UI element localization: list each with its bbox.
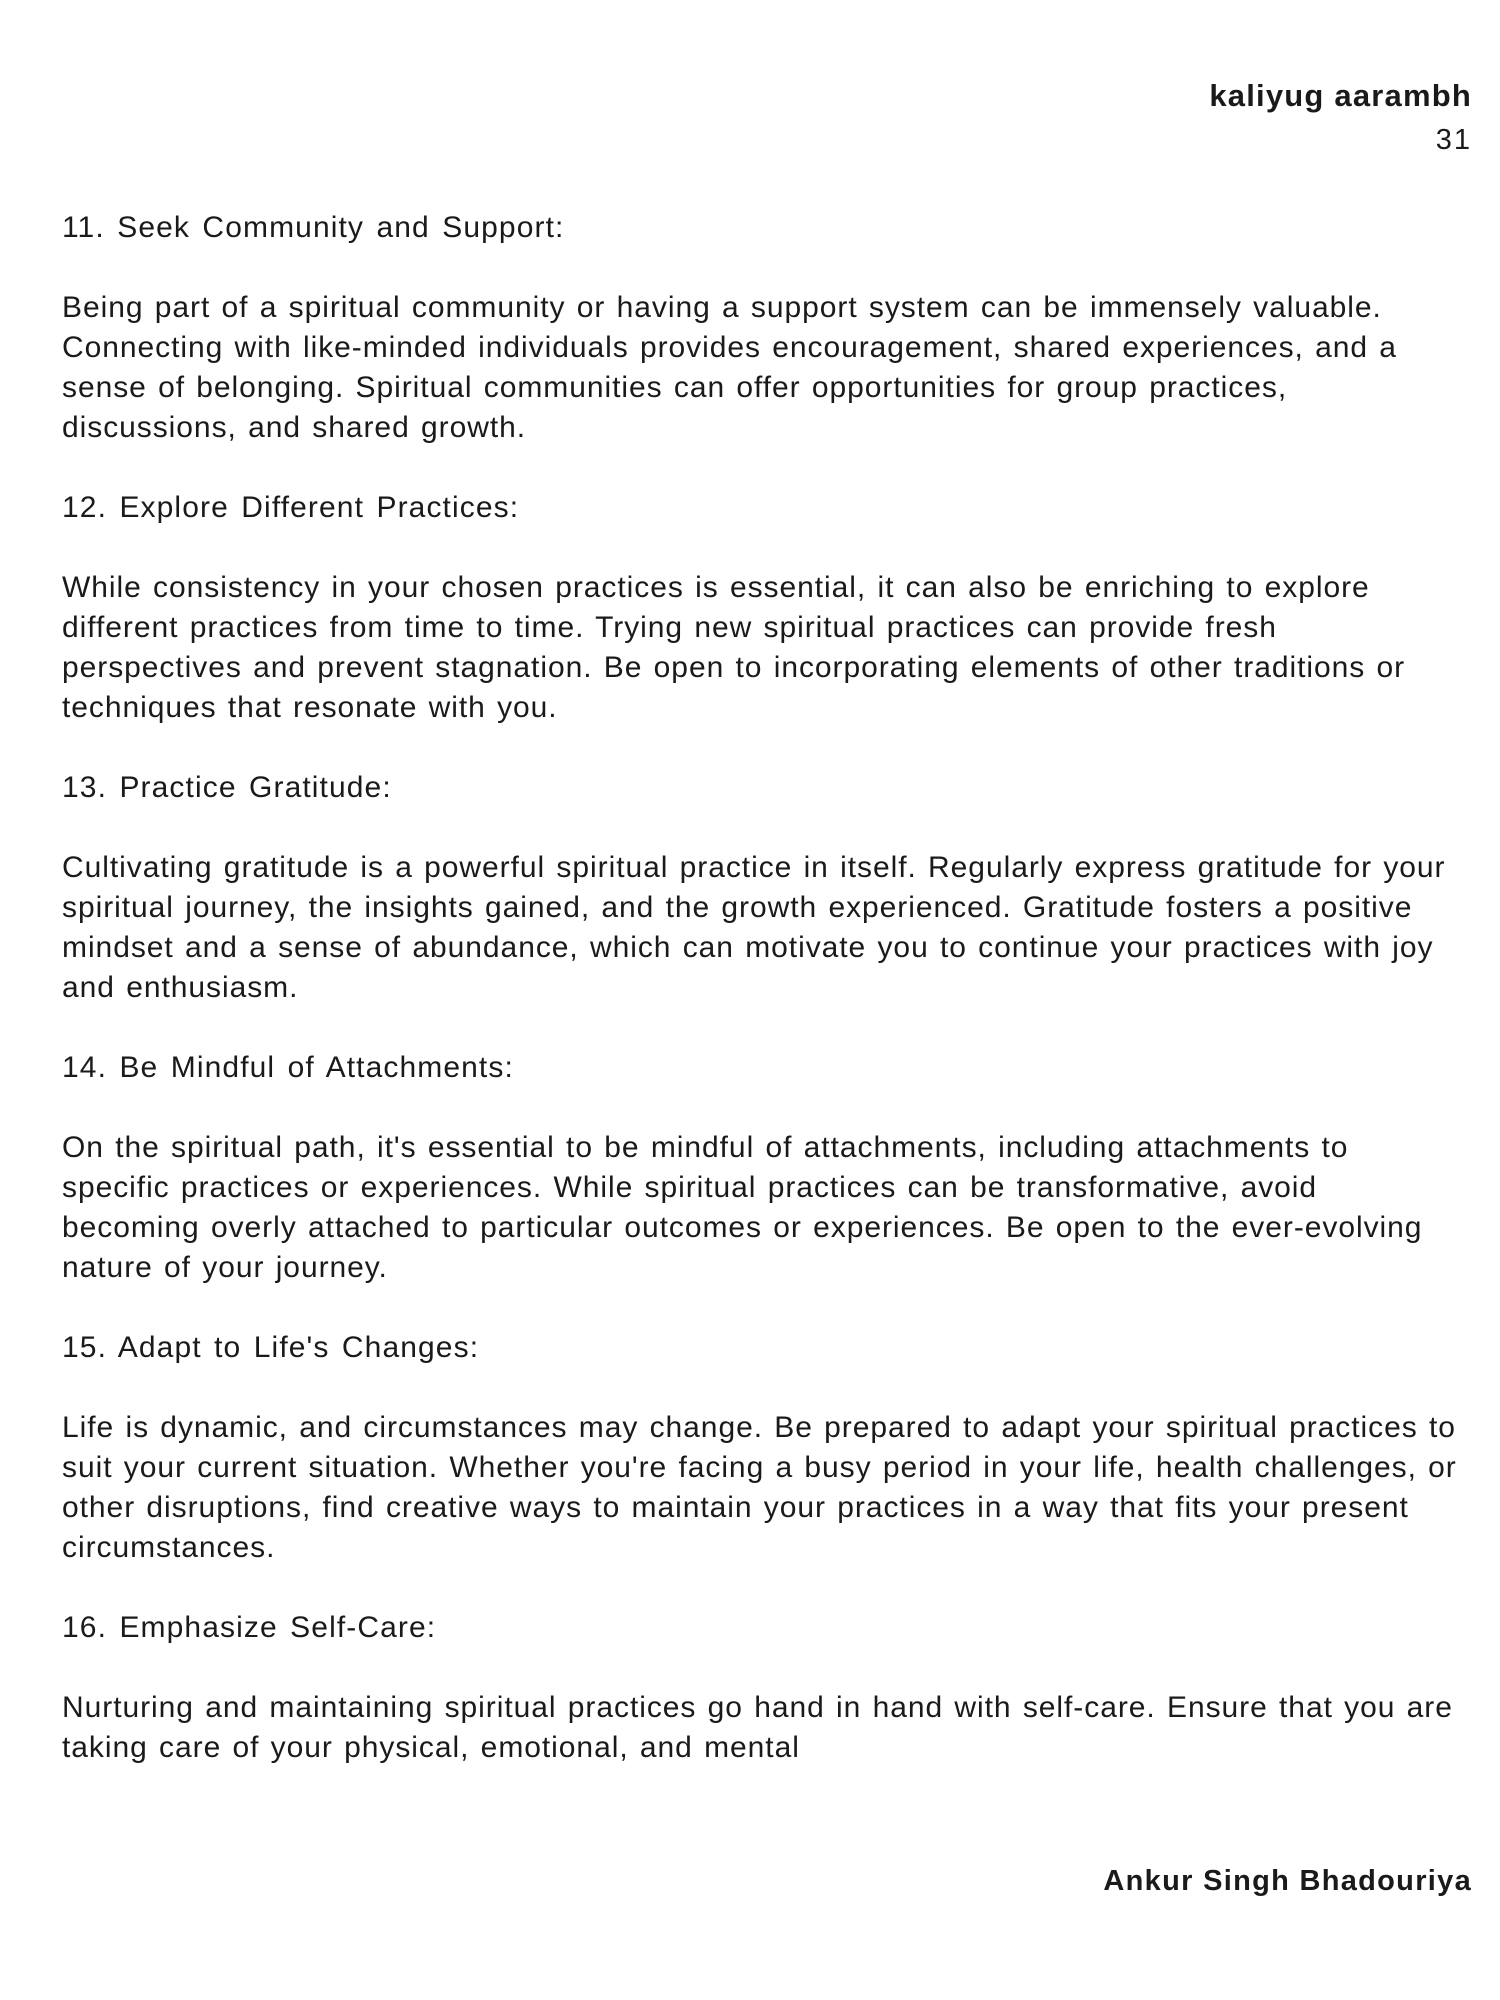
section-body-12: While consistency in your chosen practices is essential, it can also be enriching to explore different practices from time to time. Trying new spiritual practices can provide fresh perspectives and prevent stagnation. Be open to incorporating elements of other traditions or techniques that resonate with you.: [62, 571, 1406, 724]
section-heading-15: 15. Adapt to Life's Changes:: [62, 1331, 480, 1364]
section-body-15: Life is dynamic, and circumstances may change. Be prepared to adapt your spiritual practices to suit your current situation. Whether you're facing a busy period in your life, health challenges, or other disruptions, find creative ways to maintain your practices in a way that fits your present circumstances.: [62, 1411, 1457, 1564]
section-heading-14: 14. Be Mindful of Attachments:: [62, 1051, 514, 1084]
section-heading-13: 13. Practice Gratitude:: [62, 771, 392, 804]
section-body-11: Being part of a spiritual community or having a support system can be immensely valuable. Connecting with like-minded individuals provides encouragement, shared experiences, and a sense of belonging. Spiritual communities can offer opportunities for group practices, discussions, and shared growth.: [62, 291, 1397, 444]
section-heading-16: 16. Emphasize Self-Care:: [62, 1611, 437, 1644]
page-number: 31: [1435, 124, 1472, 156]
page-content: [62, 208, 1462, 1808]
book-title: kaliyug aarambh: [1209, 78, 1472, 113]
section-heading-11: 11. Seek Community and Support:: [62, 211, 565, 244]
section-body-13: Cultivating gratitude is a powerful spiritual practice in itself. Regularly express gratitude for your spiritual journey, the insights gained, and the growth experienced. Gratitude fosters a positive mindset and a sense of abundance, which can motivate you to continue your practices with joy and enthusiasm.: [62, 851, 1446, 1004]
section-body-16: Nurturing and maintaining spiritual practices go hand in hand with self-care. Ensure that you are taking care of your physical, emotional, and mental: [62, 1691, 1453, 1764]
author-name: Ankur Singh Bhadouriya: [1103, 1865, 1472, 1897]
section-heading-12: 12. Explore Different Practices:: [62, 491, 520, 524]
section-body-14: On the spiritual path, it's essential to be mindful of attachments, including attachments to specific practices or experiences. While spiritual practices can be transformative, avoid becoming overly attached to particular outcomes or experiences. Be open to the ever-evolving nature of your journey.: [62, 1131, 1423, 1284]
